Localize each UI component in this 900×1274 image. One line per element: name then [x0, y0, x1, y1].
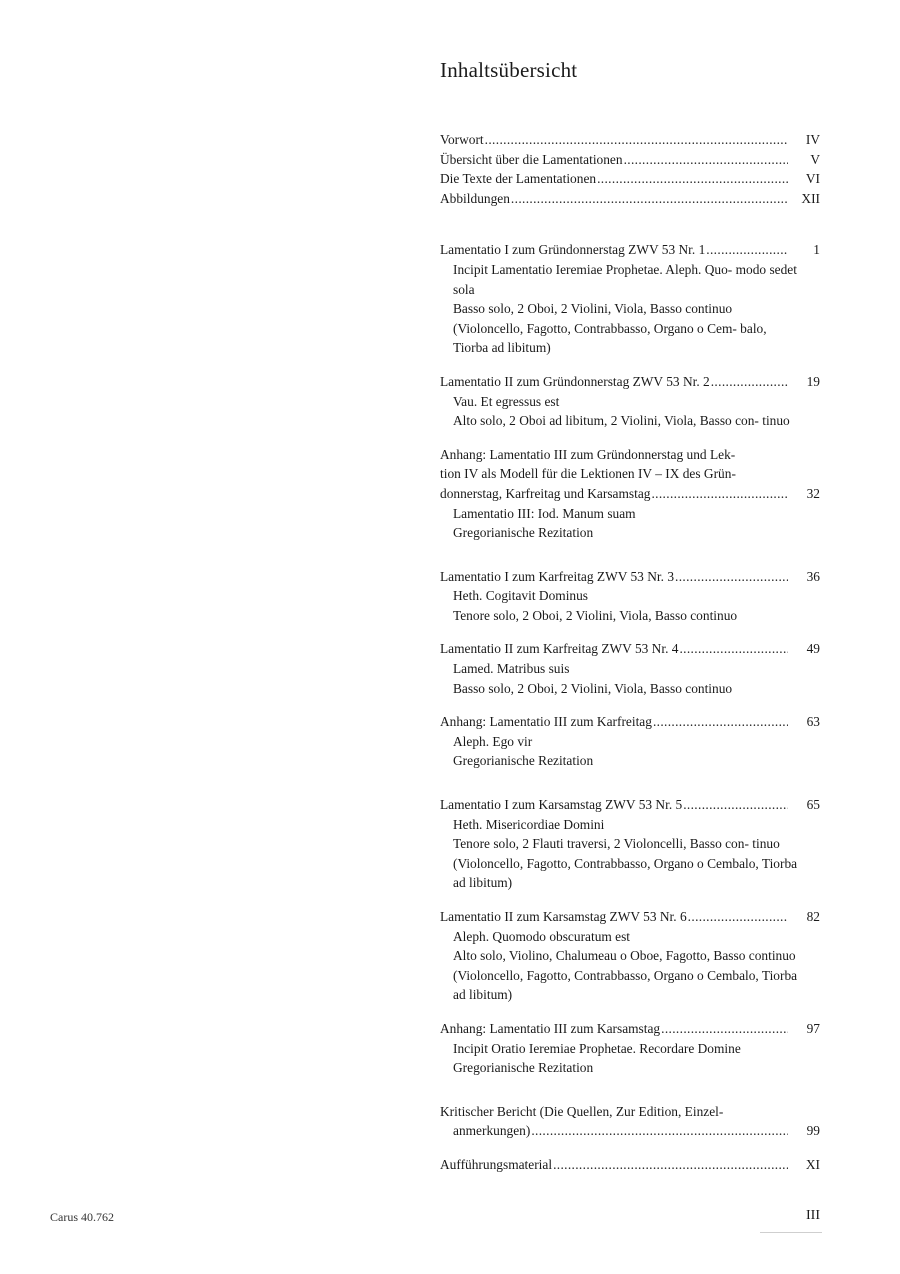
entry-title-line: donnerstag, Karfreitag und Karsamstag	[440, 485, 651, 501]
entry-title: Übersicht über die Lamentationen	[440, 151, 623, 167]
dot-leader	[688, 907, 788, 927]
toc-entry-uebersicht[interactable]	[440, 150, 820, 170]
dot-leader	[683, 795, 788, 815]
entry-incipit: Incipit Oratio Ieremiae Prophetae. Recordare Domine	[453, 1040, 741, 1056]
entry-incipit: Lamentatio III: Iod. Manum suam	[453, 505, 636, 521]
entry-title: Anhang: Lamentatio III zum Karfreitag	[440, 714, 652, 730]
entry-title-line: Anhang: Lamentatio III zum Gründonnerstag und Lek-	[440, 446, 736, 462]
front-matter	[440, 130, 820, 208]
entry-page: 82	[806, 909, 820, 924]
entry-title: Vorwort	[440, 132, 484, 147]
entry-page: 99	[806, 1123, 820, 1139]
entry-title: Anhang: Lamentatio III zum Karsamstag	[440, 1020, 661, 1036]
entry-incipit: Lamed. Matribus suis	[453, 661, 570, 677]
entry-incipit: Aleph. Quomodo obscuratum est	[453, 928, 631, 944]
dot-leader	[661, 1019, 788, 1039]
toc-entry-anhang-karfreitag[interactable]	[440, 712, 820, 771]
entry-title: Die Texte der Lamentationen	[440, 171, 597, 187]
toc-entry-auffuehrungsmaterial[interactable]	[440, 1155, 820, 1175]
entry-page: IV	[805, 132, 820, 147]
dot-leader	[597, 169, 788, 189]
dot-leader	[711, 372, 788, 392]
dot-leader	[511, 189, 788, 209]
dot-leader	[624, 150, 788, 170]
entry-scoring: Alto solo, Violino, Chalumeau o Oboe, Fagotto, Basso continuo (Violoncello, Fagotto, Contrabbasso, Organo o Cembalo, Tiorba ad libitum)	[453, 948, 798, 1003]
entry-page: 1	[813, 242, 820, 258]
toc-entry-lamentatio-1-gruendonnerstag[interactable]	[440, 240, 820, 358]
entry-title: Lamentatio II zum Karsamstag ZWV 53 Nr. 6	[440, 909, 687, 924]
entry-scoring: Tenore solo, 2 Oboi, 2 Violini, Viola, Basso continuo	[453, 607, 738, 623]
entry-page: 19	[806, 373, 820, 389]
entry-title: Lamentatio I zum Gründonnerstag ZWV 53 Nr. 1	[440, 242, 706, 258]
entry-page: 65	[806, 797, 820, 813]
entry-scoring: Tenore solo, 2 Flauti traversi, 2 Violoncelli, Basso con- tinuo (Violoncello, Fagotto, Contrabbasso, Organo o Cembalo, Tiorba ad libitum)	[453, 836, 798, 891]
dot-leader	[675, 567, 788, 587]
entry-title-line: tion IV als Modell für die Lektionen IV – IX des Grün-	[440, 466, 736, 482]
entry-scoring: Gregorianische Rezitation	[453, 1060, 594, 1076]
entry-incipit: Incipit Lamentatio Ieremiae Prophetae. Aleph. Quo- modo sedet sola	[453, 261, 797, 297]
dot-leader	[553, 1155, 788, 1175]
entry-incipit: Vau. Et egressus est	[453, 393, 560, 409]
entry-page: XI	[805, 1156, 820, 1172]
publisher-reference: Carus 40.762	[50, 1210, 114, 1224]
entry-title: Lamentatio I zum Karfreitag ZWV 53 Nr. 3	[440, 568, 675, 584]
entry-title-line: anmerkungen)	[453, 1123, 531, 1139]
entry-page: 36	[806, 568, 820, 584]
entry-incipit: Aleph. Ego vir	[453, 733, 533, 749]
page-number: III	[806, 1208, 820, 1223]
entry-scoring: Gregorianische Rezitation	[453, 525, 594, 541]
toc-entry-vorwort[interactable]	[440, 130, 820, 150]
dot-leader	[651, 484, 788, 504]
toc-entry-abbildungen[interactable]	[440, 189, 820, 209]
entry-title: Lamentatio II zum Karfreitag ZWV 53 Nr. 4	[440, 641, 679, 657]
entry-page: XII	[801, 190, 820, 206]
entry-title: Abbildungen	[440, 190, 510, 206]
dot-leader	[706, 240, 788, 260]
entry-scoring: Gregorianische Rezitation	[453, 753, 594, 769]
dot-leader	[485, 130, 788, 150]
entry-title: Lamentatio II zum Gründonnerstag ZWV 53 Nr. 2	[440, 373, 710, 389]
table-of-contents	[440, 130, 820, 1175]
entry-scoring: Basso solo, 2 Oboi, 2 Violini, Viola, Basso continuo (Violoncello, Fagotto, Contrabbasso, Organo o Cem- balo, Tiorba ad libitum)	[453, 301, 767, 356]
toc-entry-lamentatio-1-karsamstag[interactable]	[440, 795, 820, 893]
toc-entry-lamentatio-2-karfreitag[interactable]	[440, 639, 820, 698]
entry-page: V	[810, 151, 820, 167]
dot-leader	[653, 712, 788, 732]
entry-scoring: Alto solo, 2 Oboi ad libitum, 2 Violini, Viola, Basso con- tinuo	[453, 413, 790, 429]
entry-incipit: Heth. Cogitavit Dominus	[453, 588, 589, 604]
entry-title: Aufführungsmaterial	[440, 1156, 553, 1172]
entry-page: 32	[806, 485, 820, 501]
entry-scoring: Basso solo, 2 Oboi, 2 Violini, Viola, Basso continuo	[453, 680, 733, 696]
dot-leader	[531, 1121, 788, 1141]
footer-rule	[760, 1232, 822, 1233]
toc-entry-anhang-gruendonnerstag[interactable]	[440, 445, 820, 543]
toc-entry-kritischer-bericht[interactable]	[440, 1102, 820, 1141]
entry-title-line: Kritischer Bericht (Die Quellen, Zur Edition, Einzel-	[440, 1103, 724, 1119]
toc-entry-lamentatio-2-karsamstag[interactable]	[440, 907, 820, 1005]
entry-incipit: Heth. Misericordiae Domini	[453, 816, 605, 832]
entry-page: 63	[806, 714, 820, 730]
toc-entry-lamentatio-1-karfreitag[interactable]	[440, 567, 820, 626]
toc-entry-texte[interactable]	[440, 169, 820, 189]
entry-page: 97	[806, 1020, 820, 1036]
entry-page: VI	[805, 171, 820, 187]
dot-leader	[679, 639, 788, 659]
entry-title: Lamentatio I zum Karsamstag ZWV 53 Nr. 5	[440, 797, 683, 813]
page-title: Inhaltsübersicht	[440, 58, 578, 82]
entry-page: 49	[806, 641, 820, 657]
toc-entry-lamentatio-2-gruendonnerstag[interactable]	[440, 372, 820, 431]
toc-entry-anhang-karsamstag[interactable]	[440, 1019, 820, 1078]
